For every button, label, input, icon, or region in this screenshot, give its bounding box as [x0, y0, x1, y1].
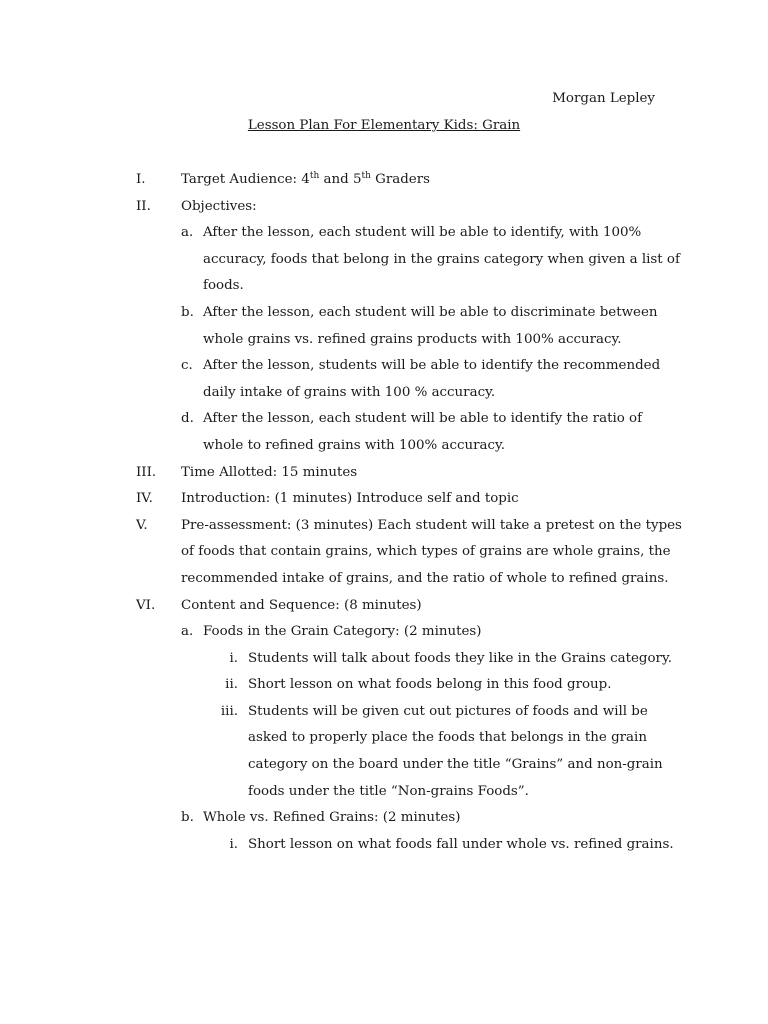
pre-assessment-text: of foods that contain grains, which types of grains are whole grains, the	[181, 544, 671, 560]
objective-continuation	[0, 331, 768, 358]
activity-continuation	[0, 756, 768, 783]
outline-item-target-audience	[0, 171, 768, 198]
outline-item-content-sequence	[0, 597, 768, 624]
objective-continuation	[0, 384, 768, 411]
author-name: Morgan Lepley	[552, 91, 655, 106]
lower-roman-numeral: iii.	[220, 703, 238, 719]
lower-roman-numeral: i.	[229, 836, 238, 852]
item-letter: a.	[181, 624, 194, 640]
activity-text: Short lesson on what foods belong in this food group.	[248, 677, 612, 693]
subsection-heading: Foods in the Grain Category: (2 minutes)	[203, 624, 482, 640]
activity-item	[0, 703, 768, 730]
lower-roman-numeral: i.	[229, 650, 238, 666]
objective-continuation	[0, 437, 768, 464]
objective-text: After the lesson, students will be able to identify the recommended	[203, 358, 661, 374]
item-letter: a.	[181, 225, 194, 241]
outline-item-introduction	[0, 490, 768, 517]
lower-roman-numeral: ii.	[225, 677, 238, 693]
roman-numeral: II.	[136, 198, 151, 214]
objective-item	[0, 304, 768, 331]
roman-numeral: IV.	[136, 491, 153, 507]
activity-text: Short lesson on what foods fall under whole vs. refined grains.	[248, 836, 674, 852]
roman-numeral: V.	[136, 517, 148, 533]
content-subsection	[0, 623, 768, 650]
pre-assessment-continuation	[0, 570, 768, 597]
target-audience-text	[181, 171, 430, 188]
objective-text: daily intake of grains with 100 % accuracy.	[203, 384, 496, 400]
objectives-heading: Objectives:	[181, 198, 257, 214]
activity-item	[0, 650, 768, 677]
lesson-outline	[0, 171, 768, 862]
item-letter: b.	[181, 810, 194, 826]
item-letter: d.	[181, 411, 194, 427]
objective-item	[0, 224, 768, 251]
item-letter: c.	[181, 358, 193, 374]
activity-text: category on the board under the title “Grains” and non-grain	[248, 757, 663, 773]
content-sequence-heading: Content and Sequence: (8 minutes)	[181, 597, 422, 613]
activity-continuation	[0, 729, 768, 756]
superscript: th	[309, 171, 320, 181]
content-subsection	[0, 809, 768, 836]
objective-item	[0, 410, 768, 437]
superscript: th	[361, 171, 371, 181]
activity-text: asked to properly place the foods that belongs in the grain	[248, 730, 647, 746]
target-audience-end: Graders	[370, 172, 430, 187]
activity-text: foods under the title “Non-grains Foods”.	[248, 783, 529, 799]
objective-text: After the lesson, each student will be able to identify the ratio of	[203, 411, 643, 427]
activity-item	[0, 836, 768, 863]
pre-assessment-continuation	[0, 543, 768, 570]
objective-text: After the lesson, each student will be able to discriminate between	[203, 304, 658, 320]
activity-text: Students will be given cut out pictures of foods and will be	[248, 703, 648, 719]
subsection-heading: Whole vs. Refined Grains: (2 minutes)	[203, 810, 461, 826]
roman-numeral: I.	[136, 172, 146, 187]
pre-assessment-text: recommended intake of grains, and the ratio of whole to refined grains.	[181, 570, 669, 586]
outline-item-objectives	[0, 198, 768, 225]
activity-continuation	[0, 783, 768, 810]
objective-item	[0, 357, 768, 384]
roman-numeral: III.	[136, 464, 157, 480]
objective-text: whole to refined grains with 100% accuracy.	[203, 437, 506, 453]
activity-item	[0, 676, 768, 703]
target-audience-label: Target Audience: 4	[181, 172, 310, 187]
objective-text: After the lesson, each student will be able to identify, with 100%	[203, 225, 642, 241]
introduction-text: Introduction: (1 minutes) Introduce self and topic	[181, 491, 519, 507]
objective-text: whole grains vs. refined grains products with 100% accuracy.	[203, 331, 622, 347]
time-allotted-text: Time Allotted: 15 minutes	[181, 464, 358, 480]
outline-item-time-allotted	[0, 464, 768, 491]
document-title: Lesson Plan For Elementary Kids: Grain	[247, 118, 521, 133]
item-letter: b.	[181, 304, 194, 320]
objective-text: foods.	[203, 278, 244, 294]
outline-item-pre-assessment	[0, 517, 768, 544]
target-audience-mid: and 5	[319, 172, 362, 187]
pre-assessment-text: Pre-assessment: (3 minutes) Each student will take a pretest on the types	[181, 517, 682, 533]
objective-text: accuracy, foods that belong in the grains category when given a list of	[203, 251, 680, 267]
objective-continuation	[0, 251, 768, 278]
objective-continuation	[0, 277, 768, 304]
activity-text: Students will talk about foods they like in the Grains category.	[248, 650, 672, 666]
roman-numeral: VI.	[136, 597, 156, 613]
